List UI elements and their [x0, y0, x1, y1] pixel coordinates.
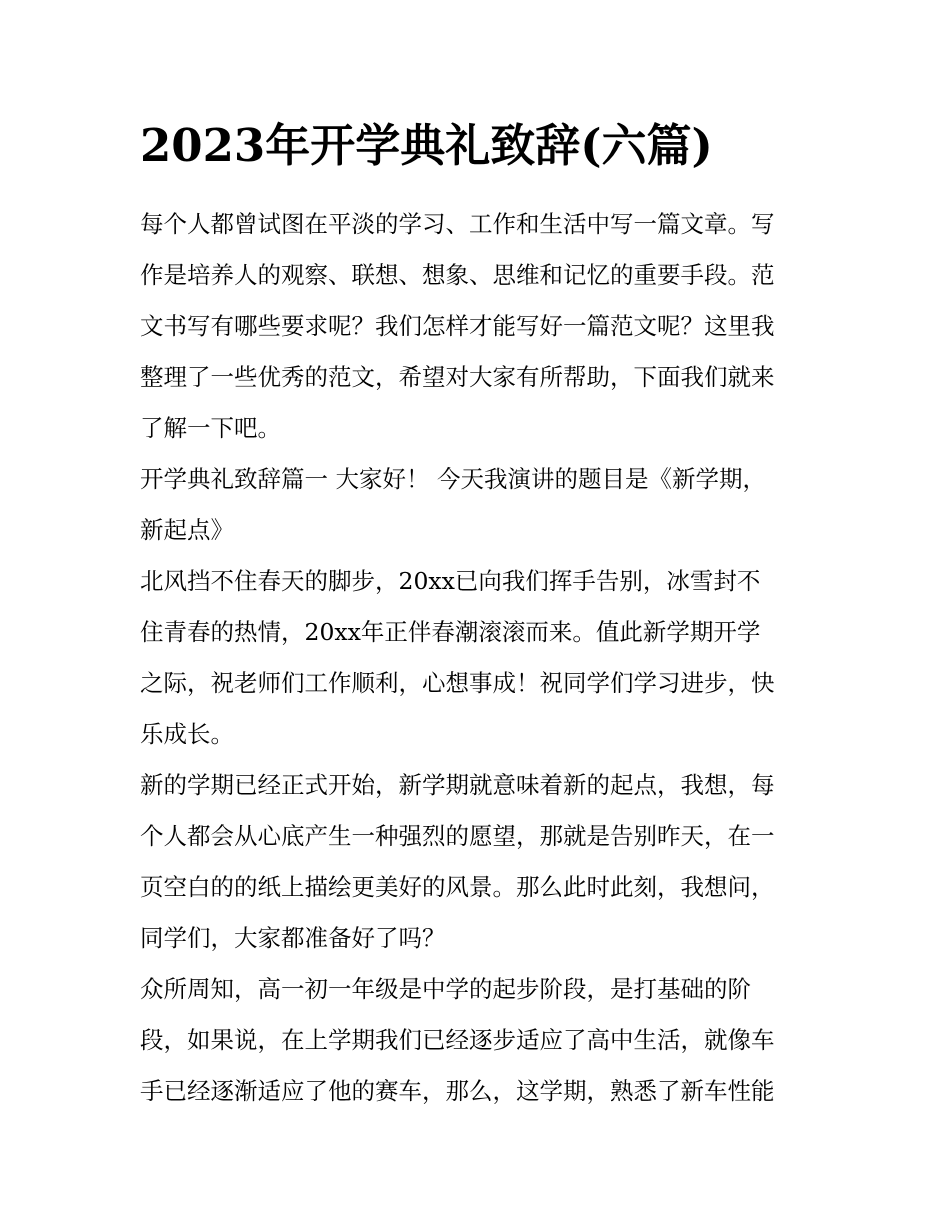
text-line: 手已经逐渐适应了他的赛车，那么，这学期，熟悉了新车性能: [140, 1077, 775, 1105]
text-line: 文书写有哪些要求呢？我们怎样才能写好一篇范文呢？这里我: [140, 312, 775, 340]
text-line: 新起点》: [140, 516, 234, 544]
paragraph-greeting: [140, 556, 816, 760]
text-line: 开学典礼致辞篇一 大家好！ 今天我演讲的题目是《新学期，: [140, 465, 766, 493]
text-line: 住青春的热情，20xx年正伴春潮滚滚而来。值此新学期开学: [140, 618, 761, 646]
text-line: 作是培养人的观察、联想、想象、思维和记忆的重要手段。范: [140, 261, 775, 289]
text-line: 段，如果说，在上学期我们已经逐步适应了高中生活，就像车: [140, 1026, 775, 1054]
document-body: [140, 199, 816, 1117]
text-line: 整理了一些优秀的范文，希望对大家有所帮助，下面我们就来: [140, 363, 775, 391]
text-line: 同学们，大家都准备好了吗？: [140, 924, 446, 952]
text-line: 众所周知，高一初一年级是中学的起步阶段，是打基础的阶: [140, 975, 751, 1003]
document-title: 2023年开学典礼致辞(六篇): [140, 119, 713, 172]
paragraph-intro: [140, 199, 816, 454]
paragraph-speech-one-heading: [140, 454, 816, 556]
text-line: 之际，祝老师们工作顺利，心想事成！祝同学们学习进步，快: [140, 669, 775, 697]
text-line: 北风挡不住春天的脚步，20xx已向我们挥手告别，冰雪封不: [140, 567, 761, 595]
paragraph-new-start: [140, 760, 816, 964]
text-line: 每个人都曾试图在平淡的学习、工作和生活中写一篇文章。写: [140, 210, 775, 238]
text-line: 新的学期已经正式开始，新学期就意味着新的起点，我想，每: [140, 771, 775, 799]
text-line: 了解一下吧。: [140, 414, 281, 442]
paragraph-foundation: [140, 964, 816, 1117]
text-line: 个人都会从心底产生一种强烈的愿望，那就是告别昨天，在一: [140, 822, 775, 850]
text-line: 页空白的的纸上描绘更美好的风景。那么此时此刻，我想问，: [140, 873, 775, 901]
text-line: 乐成长。: [140, 720, 234, 748]
